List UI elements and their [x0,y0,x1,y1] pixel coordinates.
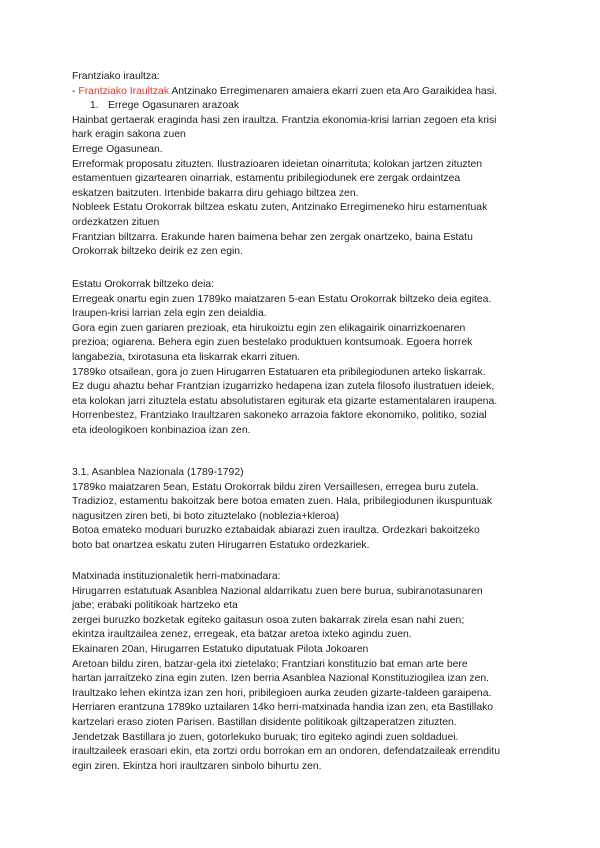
text-line: ordezkatzen zituen [72,216,160,228]
text-line: Iraupen-krisi larrian zela egin zen deialdia. [72,308,267,320]
text-line: Ez dugu ahaztu behar Frantzian izugarrizko hedapena izan zutela filosofo ilustratuen ideiek, [72,381,495,393]
text-line: Errege Ogasunean. [72,143,163,155]
text-line: 1789ko maiatzaren 5ean, Estatu Orokorrak bildu ziren Versaillesen, erregea buru zutela. [72,481,479,493]
document-title: Frantziako iraultza: [72,71,160,82]
text-line: Horrenbestez, Frantziako Iraultzaren sakoneko arrazoia faktore ekonomiko, politiko, sozial [72,410,487,422]
text-line: 1789ko otsailean, gora jo zuen Hirugarren Estatuaren eta pribilegiodunen arteko liskarrak. [72,366,486,378]
text-line: egin ziren. Ekintza hori iraultzaren sinbolo bihurtu zen. [72,760,322,772]
text-line: nagusitzen ziren beti, bi boto zituztelako (noblezia+kleroa) [72,510,340,522]
text-line: estamentuen gizartearen oinarriak, estamentu pribilegiodunek ere zergak ordaintzea [72,173,461,185]
text-line: Aretoan bildu ziren, batzar-gela itxi zietelako; Frantziari konstituzio bat eman arte bere [72,658,468,670]
text-line: Erregeak onartu egin zuen 1789ko maiatzaren 5-ean Estatu Orokorrak biltzeko deia egitea. [72,293,492,305]
intro-dash: - [72,85,79,97]
section-heading: Matxinada instituzionaletik herri-matxinadara: [72,571,281,582]
paragraph-1 [72,114,542,260]
text-line: prezioa; ogiarena. Behera egin zuen bestelako produktuen kontsumoak. Egoera horrek [72,337,473,349]
text-line: Jendetzak Bastillara jo zuen, gotorlekuko buruak; tiro egiteko agindi zuen soldaduei. [72,731,459,743]
list-item-text: Errege Ogasunaren arazoak [108,100,240,112]
text-line: Tradizioz, estamentu bakoitzak bere botoa ematen zuen. Hala, pribilegiodunen ikuspuntuak [72,496,493,508]
text-line: Orokorrak biltzeko deirik ez zen egin. [72,246,243,258]
section-matxinada [72,570,542,774]
text-line: Frantzian biltzarra. Erakunde haren baimena behar zen zergak onartzeko, baina Estatu [72,231,473,243]
text-line: jabe; erabaki politikoak hartzeko eta [72,600,238,612]
text-line: eta kolokan jarri zituztela estatu absolutistaren egiturak eta gizarte estamentalaren iraupena. [72,395,498,407]
text-line: Ekainaren 20an, Hirugarren Estatuko diputatuak Pilota Jokoaren [72,643,369,655]
text-line: Herriaren erantzuna 1789ko uztailaren 14ko herri-matxinada handia izan zen, eta Bastillako [72,702,494,714]
text-line: langabezia, txirotasuna eta liskarrak ekarri zituen. [72,351,301,363]
text-line: hark eragin sakona zuen [72,129,186,141]
text-line: iraultzaileek erasoari ekin, eta zortzi ordu borrokan em an ondoren, defendatzaileak errenditu [72,746,500,758]
section-heading: 3.1. Asanblea Nazionala (1789-1792) [72,467,244,478]
list-item [72,99,542,114]
text-line: Botoa emateko moduari buruzko eztabaidak abiarazi zuen iraultza. Ordezkari bakoitzeko [72,525,480,537]
text-line: ekintza iraultzailea zenez, erregeak, eta batzar aretoa ixteko agindu zuen. [72,629,412,641]
text-line: boto bat onartzea eskatu zuten Hirugarren Estatuko ordezkariek. [72,539,370,551]
text-line: Hirugarren estatutuak Asanblea Nazional aldarrikatu zuen bere burua, subiranotasunaren [72,585,483,597]
text-line: zergei buruzko bozketak egiteko gaitasun osoa zuten bakarrak zirela esan nahi zuen; [72,614,465,626]
text-line: Gora egin zuen gariaren prezioak, eta hirukoiztu egin zen elikagairik oinarrizkoenaren [72,322,466,334]
text-line: Nobleek Estatu Orokorrak biltzea eskatu zuten, Antzinako Erregimeneko hiru estamentuak [72,202,488,214]
text-line: Hainbat gertaerak eraginda hasi zen iraultza. Frantzia ekonomia-krisi larrian zegoen eta krisi [72,114,497,126]
section-estatu-orokorrak [72,278,542,439]
section-heading: Estatu Orokorrak biltzeko deia: [72,279,215,290]
list-number: 1. [90,100,99,112]
text-line: kartzelari eraso zioten Parisen. Bastillan disidente politikoak giltzaperatzen zituzten. [72,716,457,728]
intro-rest: Antzinako Erregimenaren amaiera ekarri zuen eta Aro Garaikidea hasi. [169,85,498,97]
text-line: Iraultzako lehen ekintza izan zen hori, pribilegioen aurka zeuden gizarte-taldeen garaipena. [72,687,492,699]
text-line: hartan jarraitzeko zina egin zuten. Izen berria Asanblea Nazional Konstituziogilea izan zen. [72,673,490,685]
section-intro [72,70,542,260]
intro-highlight: Frantziako Iraultzak [78,85,170,97]
text-line: Erreformak proposatu zituzten. Ilustrazioaren ideietan oinarrituta; kolokan jartzen zituzten [72,158,483,170]
intro-line [72,85,542,100]
text-line: eta ideologikoen konbinazioa izan zen. [72,424,251,436]
text-line: eskatzen baitzuten. Irtenbide bakarra diru gehiago biltzea zen. [72,187,359,199]
section-asanblea-nazionala [72,466,542,554]
